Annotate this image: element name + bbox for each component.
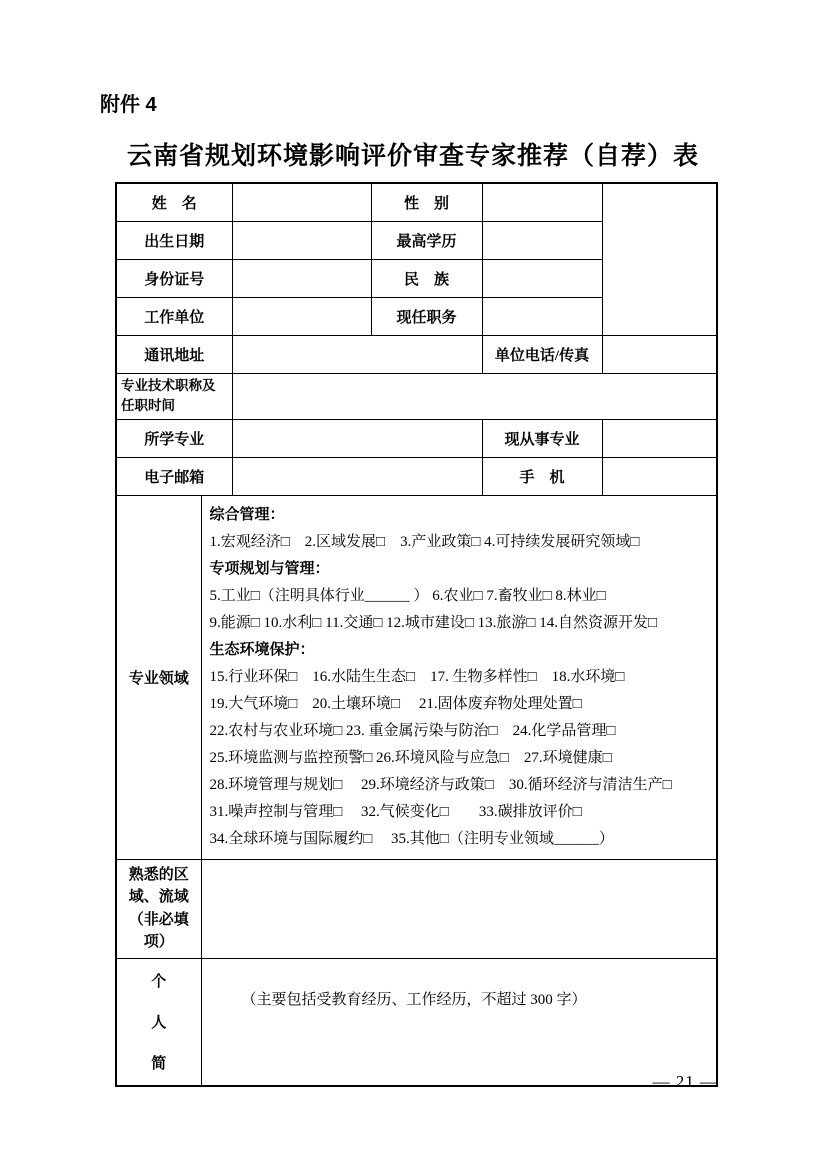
resume-label-char: 简 xyxy=(151,1056,167,1073)
ethnicity-value-cell xyxy=(482,259,602,297)
major-studied-value-cell xyxy=(232,419,482,457)
familiar-region-value-cell xyxy=(201,859,717,958)
row-professional-field xyxy=(116,495,717,859)
id-number-value-cell xyxy=(232,259,371,297)
resume-label xyxy=(122,970,196,1073)
email-label: 电子邮箱 xyxy=(116,457,232,495)
page-title: 云南省规划环境影响评价审查专家推荐（自荐）表 xyxy=(126,142,699,170)
pf-option-line: 31.噪声控制与管理□ 32.气候变化□ 33.碳排放评价□ xyxy=(209,803,582,820)
pf-option-line: 9.能源□ 10.水利□ 11.交通□ 12.城市建设□ 13.旅游□ 14.自然资源开发□ xyxy=(209,614,658,631)
pf-option-line: 25.环境监测与监控预警□ 26.环境风险与应急□ 27.环境健康□ xyxy=(209,749,612,766)
row-name-gender xyxy=(116,183,717,221)
birth-date-value-cell xyxy=(232,221,371,259)
pf-option-line: 34.全球环境与国际履约□ 35.其他□（注明专业领域______） xyxy=(209,830,614,847)
ethnicity-label: 民 族 xyxy=(371,259,482,297)
work-unit-label: 工作单位 xyxy=(116,297,232,335)
pf-option-line: 5.工业□（注明具体行业______ ） 6.农业□ 7.畜牧业□ 8.林业□ xyxy=(209,587,606,604)
expert-recommendation-form xyxy=(115,182,718,1087)
pf-option-line: 1.宏观经济□ 2.区域发展□ 3.产业政策□ 4.可持续发展研究领域□ xyxy=(209,533,640,550)
pf-option-line: 28.环境管理与规划□ 29.环境经济与政策□ 30.循环经济与清洁生产□ xyxy=(209,776,672,793)
familiar-region-label: 熟悉的区域、流域（非必填项） xyxy=(116,859,201,958)
unit-phone-fax-label: 单位电话/传真 xyxy=(482,335,602,373)
current-position-label: 现任职务 xyxy=(371,297,482,335)
resume-label-char: 人 xyxy=(151,1015,167,1032)
pf-option-line: 15.行业环保□ 16.水陆生生态□ 17. 生物多样性□ 18.水环境□ xyxy=(209,668,625,685)
email-value-cell xyxy=(232,457,482,495)
pf-section-heading: 综合管理： xyxy=(209,506,285,523)
major-studied-label: 所学专业 xyxy=(116,419,232,457)
pf-section-heading: 专项规划与管理： xyxy=(209,560,330,577)
name-value-cell xyxy=(232,183,371,221)
row-resume xyxy=(116,958,717,1086)
professional-fields xyxy=(201,495,717,859)
pf-option-line: 22.农村与农业环境□ 23. 重金属污染与防治□ 24.化学品管理□ xyxy=(209,722,616,739)
professional-field-label: 专业领域 xyxy=(116,495,201,859)
birth-date-label: 出生日期 xyxy=(116,221,232,259)
current-profession-label: 现从事专业 xyxy=(482,419,602,457)
gender-label: 性 别 xyxy=(371,183,482,221)
professional-title-tenure-label: 专业技术职称及任职时间 xyxy=(116,373,232,419)
name-label: 姓 名 xyxy=(116,183,232,221)
mobile-value-cell xyxy=(602,457,717,495)
pf-section-heading: 生态环境保护： xyxy=(209,641,315,658)
mailing-address-label: 通讯地址 xyxy=(116,335,232,373)
mobile-label: 手 机 xyxy=(482,457,602,495)
work-unit-value-cell xyxy=(232,297,371,335)
current-profession-value-cell xyxy=(602,419,717,457)
row-familiar-region xyxy=(116,859,717,958)
professional-title-tenure-value-cell xyxy=(232,373,717,419)
row-major xyxy=(116,419,717,457)
highest-education-value-cell xyxy=(482,221,602,259)
resume-content-cell xyxy=(201,958,717,1086)
row-email-mobile xyxy=(116,457,717,495)
pf-option-line: 19.大气环境□ 20.土壤环境□ 21.固体废弃物处理处置□ xyxy=(209,695,582,712)
resume-label-char: 个 xyxy=(151,974,167,991)
current-position-value-cell xyxy=(482,297,602,335)
resume-label-cell xyxy=(116,958,201,1086)
unit-phone-fax-value-cell xyxy=(602,335,717,373)
row-address-phone xyxy=(116,335,717,373)
highest-education-label: 最高学历 xyxy=(371,221,482,259)
id-number-label: 身份证号 xyxy=(116,259,232,297)
row-title-tenure xyxy=(116,373,717,419)
page-number: — 21 — xyxy=(652,1072,718,1091)
mailing-address-value-cell xyxy=(232,335,482,373)
gender-value-cell xyxy=(482,183,602,221)
photo-cell xyxy=(602,183,717,335)
resume-hint: （主要包括受教育经历、工作经历，不超过 300 字） xyxy=(241,991,587,1008)
attachment-label: 附件 4 xyxy=(100,94,157,116)
